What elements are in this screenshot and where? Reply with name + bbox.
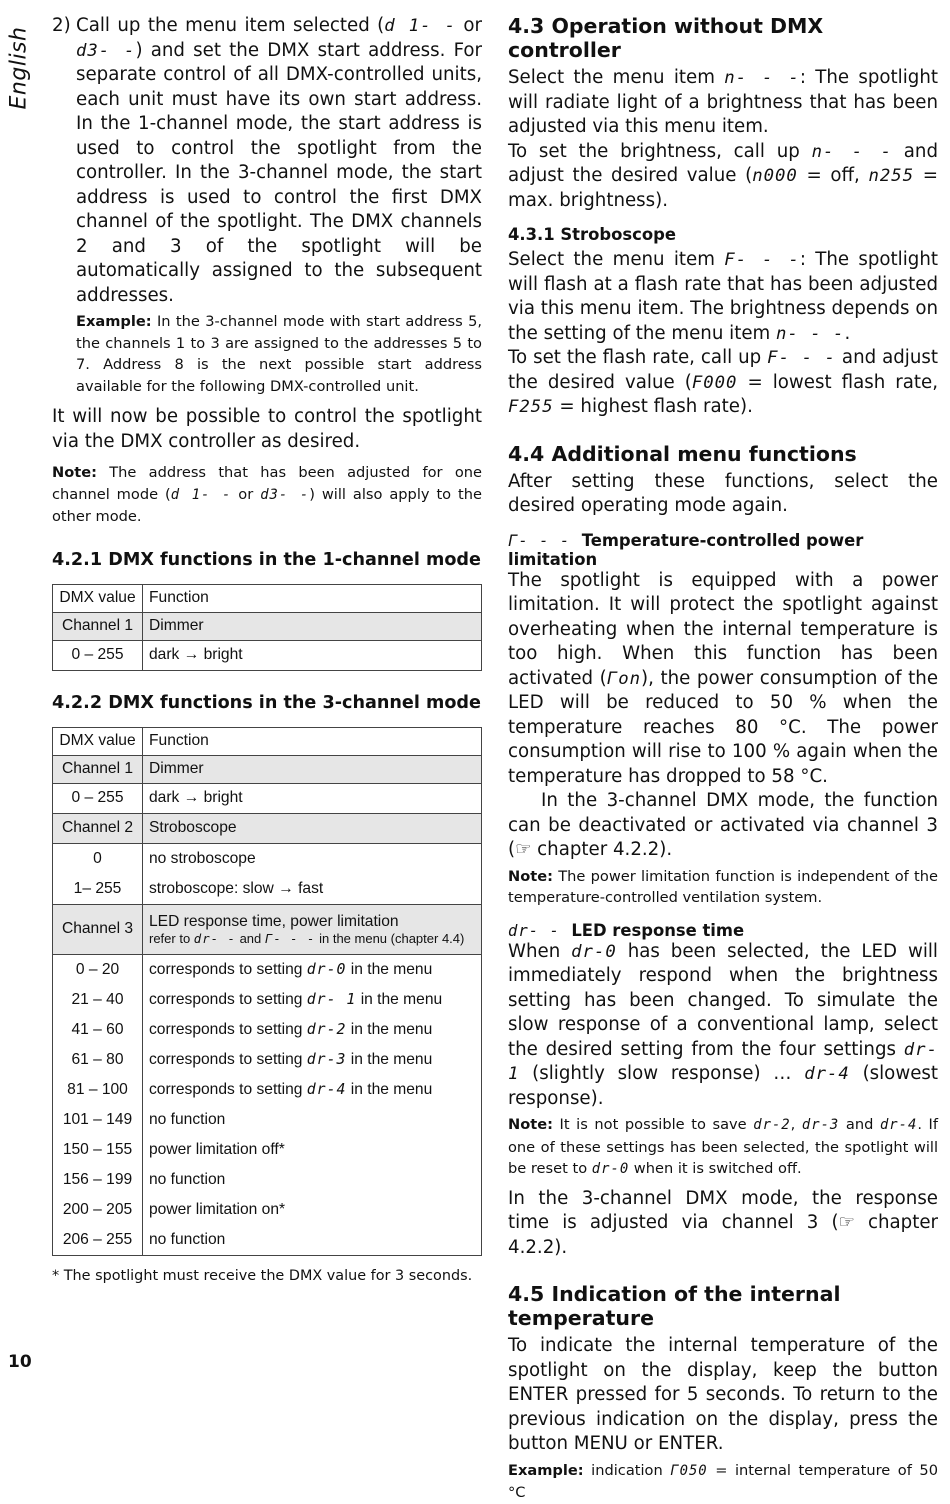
heading-temp-limitation: Γ- - - Temperature-controlled power limitation — [508, 530, 864, 569]
table-row: 101 – 149 no function — [53, 1105, 482, 1135]
example-4-5: Example: indication Γ050 = internal temperature of 50 °C — [508, 1461, 938, 1501]
table-row: 21 – 40 corresponds to setting dr- 1 in the menu — [53, 985, 482, 1015]
footnote: * The spotlight must receive the DMX value for 3 seconds. — [52, 1267, 473, 1284]
table-row: DMX value Function — [53, 727, 482, 755]
para-temp: The spotlight is equipped with a power limitation. It will protect the spotlight against overheating when the internal temperature is too high. When this function has been activated (Γon), the power consumption of the LED will be reduced to 50 % when the temperature reaches 80 °C. The power consumption will rise to 100 % again when the temperature has dropped to 58 °C. — [508, 569, 939, 787]
table-row: 156 – 199 no function — [53, 1165, 482, 1195]
table-row: 0 no stroboscope — [53, 843, 482, 874]
table-row: Channel 1 Dimmer — [53, 755, 482, 783]
heading-4-4: 4.4 Additional menu functions — [508, 441, 857, 466]
table-row: Channel 3 LED response time, power limitation refer to dr- - and Γ- - - in the menu (chapter 4.4) — [53, 904, 482, 954]
table-row: 0 – 255 dark → bright — [53, 783, 482, 813]
page-number: 10 — [8, 1352, 32, 1372]
table-row: 0 – 20 corresponds to setting dr-0 in the menu — [53, 954, 482, 985]
table-row: Channel 1 Dimmer — [53, 612, 482, 640]
left-column — [52, 14, 482, 1284]
example-paragraph: Example: In the 3-channel mode with start address 5, the channels 1 to 3 are assigned to the addresses 5 to 7. Address 8 is the next possible start address available for the following DMX-controlled unit. — [76, 313, 482, 395]
heading-4-3-1: 4.3.1 Stroboscope — [508, 225, 676, 244]
table-row: 41 – 60 corresponds to setting dr-2 in the menu — [53, 1015, 482, 1045]
right-column — [508, 14, 938, 1504]
table-row: 81 – 100 corresponds to setting dr-4 in the menu — [53, 1075, 482, 1105]
para-led-b: In the 3-channel DMX mode, the response time is adjusted via channel 3 (☞ chapter 4.2.2). — [508, 1187, 938, 1258]
table-row: 1– 255 stroboscope: slow → fast — [53, 874, 482, 905]
step-2-text: Call up the menu item selected (d 1- - or d3- -) and set the DMX start address. For separate control of all DMX-controlled units, each unit must have its own start address. In the 1-channel mode, the start address is used to control the spotlight from the controller. In the 3-channel mode, the start address is used to control the first DMX channel of the spotlight. The DMX channels 2 and 3 of the spotlight will be automatically assigned to the subsequent addresses. — [76, 15, 483, 306]
language-tab — [2, 18, 36, 118]
step-number: 2) — [52, 15, 71, 36]
table-1-channel — [52, 584, 482, 671]
note-paragraph: Note: The address that has been adjusted for one channel mode (d 1- - or d3- -) will also apply to the other mode. — [52, 464, 482, 525]
para-temp-b: In the 3-channel DMX mode, the function can be deactivated or activated via channel 3 (☞ chapter 4.2.2). — [508, 790, 938, 860]
table-row: 200 – 205 power limitation on* — [53, 1195, 482, 1225]
para-4-3-1-a: Select the menu item F- - -: The spotlight will flash at a flash rate that has been adjusted via this menu item. The brightness depends on the setting of the menu item n- - -. — [508, 249, 938, 344]
table-row: Channel 2 Stroboscope — [53, 813, 482, 843]
control-paragraph: It will now be possible to control the spotlight via the DMX controller as desired. — [52, 406, 482, 452]
para-4-4: After setting these functions, select the desired operating mode again. — [508, 470, 938, 516]
example-label: Example: — [76, 313, 152, 330]
table-row: 61 – 80 corresponds to setting dr-3 in the menu — [53, 1045, 482, 1075]
para-4-3-a: Select the menu item n- - -: The spotlight will radiate light of a brightness that has been adjusted via this menu item. — [508, 67, 938, 137]
heading-4-2-2: 4.2.2 DMX functions in the 3-channel mode — [52, 692, 481, 713]
table-row: 206 – 255 no function — [53, 1225, 482, 1256]
lcd-d3-code: d3- - — [76, 40, 136, 61]
note-led: Note: It is not possible to save dr-2, dr-3 and dr-4. If one of these settings has been selected, the spotlight will be reset to dr-0 when it is switched off. — [508, 1116, 939, 1177]
para-4-3-1-b: To set the flash rate, call up F- - - and adjust the desired value (F000 = lowest flash rate, F255 = highest flash rate). — [508, 347, 938, 417]
heading-4-2-1: 4.2.1 DMX functions in the 1-channel mode — [52, 549, 481, 570]
para-4-3-b: To set the brightness, call up n- - - and adjust the desired value (n000 = off, n255 = max. brightness). — [508, 140, 939, 211]
heading-4-3: 4.3 Operation without DMX controller — [508, 14, 824, 62]
step-2 — [52, 14, 482, 397]
table-row: 150 – 155 power limitation off* — [53, 1135, 482, 1165]
table-row: 0 – 255 dark → bright — [53, 640, 482, 670]
table-row: DMX value Function — [53, 584, 482, 612]
lcd-d1-code: d 1- - — [384, 16, 456, 36]
channel-3-rows — [53, 954, 482, 1255]
language-label: English — [6, 26, 32, 110]
note-label: Note: — [52, 464, 97, 481]
note-temp: Note: The power limitation function is independent of the temperature-controlled ventilation system. — [508, 867, 938, 906]
table-3-channel — [52, 727, 482, 1256]
heading-led-response: dr- - LED response time — [508, 920, 745, 940]
para-led: When dr-0 has been selected, the LED will immediately respond when the brightness setting has been changed. To simulate the slow response of a conventional lamp, select the desired setting from the four settings dr- 1 (slightly slow response) … dr-4 (slowest response). — [508, 940, 938, 1109]
heading-4-5: 4.5 Indication of the internal temperature — [508, 1282, 841, 1330]
para-4-5: To indicate the internal temperature of the spotlight on the display, keep the button ENTER pressed for 5 seconds. To return to the previous indication on the display, press the button MENU or ENTER. — [508, 1335, 938, 1454]
